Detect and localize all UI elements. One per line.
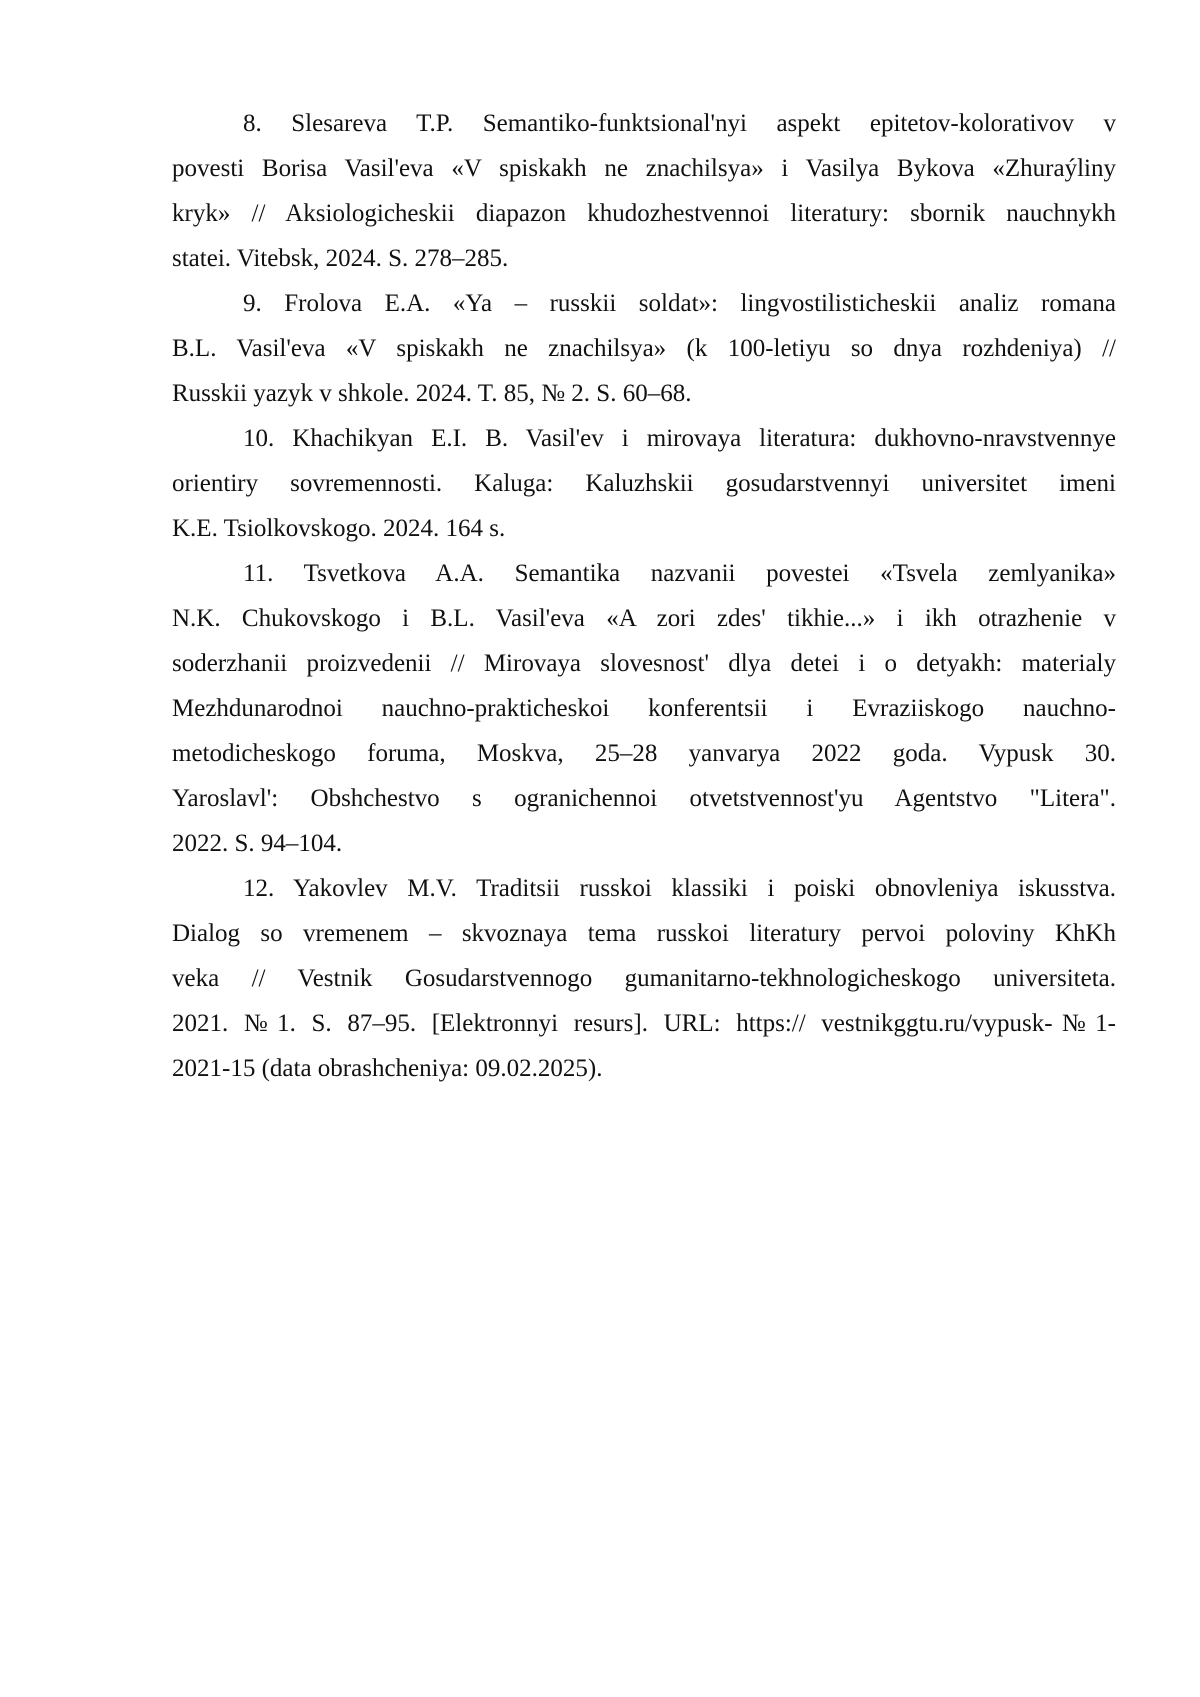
reference-line: statei. Vitebsk, 2024. S. 278–285. xyxy=(172,236,1116,281)
reference-entry xyxy=(172,551,1116,866)
reference-line: orientiry sovremennosti. Kaluga: Kaluzhskii gosudarstvennyi universitet imeni xyxy=(172,461,1116,506)
reference-line: soderzhanii proizvedenii // Mirovaya slovesnost' dlya detei i o detyakh: materialy xyxy=(172,641,1116,686)
reference-line: 12. Yakovlev M.V. Traditsii russkoi klassiki i poiski obnovleniya iskusstva. xyxy=(172,866,1116,911)
reference-line: Yaroslavl': Obshchestvo s ogranichennoi otvetstvennost'yu Agentstvo "Litera". xyxy=(172,776,1116,821)
reference-line: Mezhdunarodnoi nauchno-prakticheskoi konferentsii i Evraziiskogo nauchno- xyxy=(172,686,1116,731)
reference-line: 8. Slesareva T.P. Semantiko-funktsional'nyi aspekt epitetov-kolorativov v xyxy=(172,101,1116,146)
reference-line: N.K. Chukovskogo i B.L. Vasil'eva «A zori zdes' tikhie...» i ikh otrazhenie v xyxy=(172,596,1116,641)
reference-line: 2022. S. 94–104. xyxy=(172,821,1116,866)
reference-line: B.L. Vasil'eva «V spiskakh ne znachilsya» (k 100-letiyu so dnya rozhdeniya) // xyxy=(172,326,1116,371)
reference-entry xyxy=(172,866,1116,1091)
reference-list xyxy=(172,101,1116,1091)
reference-line: 2021. №1. S. 87–95. [Elektronnyi resurs]. URL: https:// vestnikggtu.ru/vypusk-№1- xyxy=(172,1001,1116,1046)
reference-entry xyxy=(172,416,1116,551)
reference-line: 10. Khachikyan E.I. B. Vasil'ev i mirovaya literatura: dukhovno-nravstvennye xyxy=(172,416,1116,461)
reference-line: veka // Vestnik Gosudarstvennogo gumanitarno-tekhnologicheskogo universiteta. xyxy=(172,956,1116,1001)
reference-line: 9. Frolova E.A. «Ya – russkii soldat»: lingvostilisticheskii analiz romana xyxy=(172,281,1116,326)
reference-entry xyxy=(172,281,1116,416)
reference-line: 11. Tsvetkova A.A. Semantika nazvanii povestei «Tsvela zemlyanika» xyxy=(172,551,1116,596)
reference-line: Russkii yazyk v shkole. 2024. T. 85, № 2. S. 60–68. xyxy=(172,371,1116,416)
reference-line: kryk» // Aksiologicheskii diapazon khudozhestvennoi literatury: sbornik nauchnykh xyxy=(172,191,1116,236)
reference-line: povesti Borisa Vasil'eva «V spiskakh ne znachilsya» i Vasilya Bykova «Zhuraýliny xyxy=(172,146,1116,191)
reference-entry xyxy=(172,101,1116,281)
reference-line: metodicheskogo foruma, Moskva, 25–28 yanvarya 2022 goda. Vypusk 30. xyxy=(172,731,1116,776)
reference-line: Dialog so vremenem – skvoznaya tema russkoi literatury pervoi poloviny KhKh xyxy=(172,911,1116,956)
reference-line: 2021-15 (data obrashcheniya: 09.02.2025). xyxy=(172,1046,1116,1091)
reference-line: K.E. Tsiolkovskogo. 2024. 164 s. xyxy=(172,506,1116,551)
